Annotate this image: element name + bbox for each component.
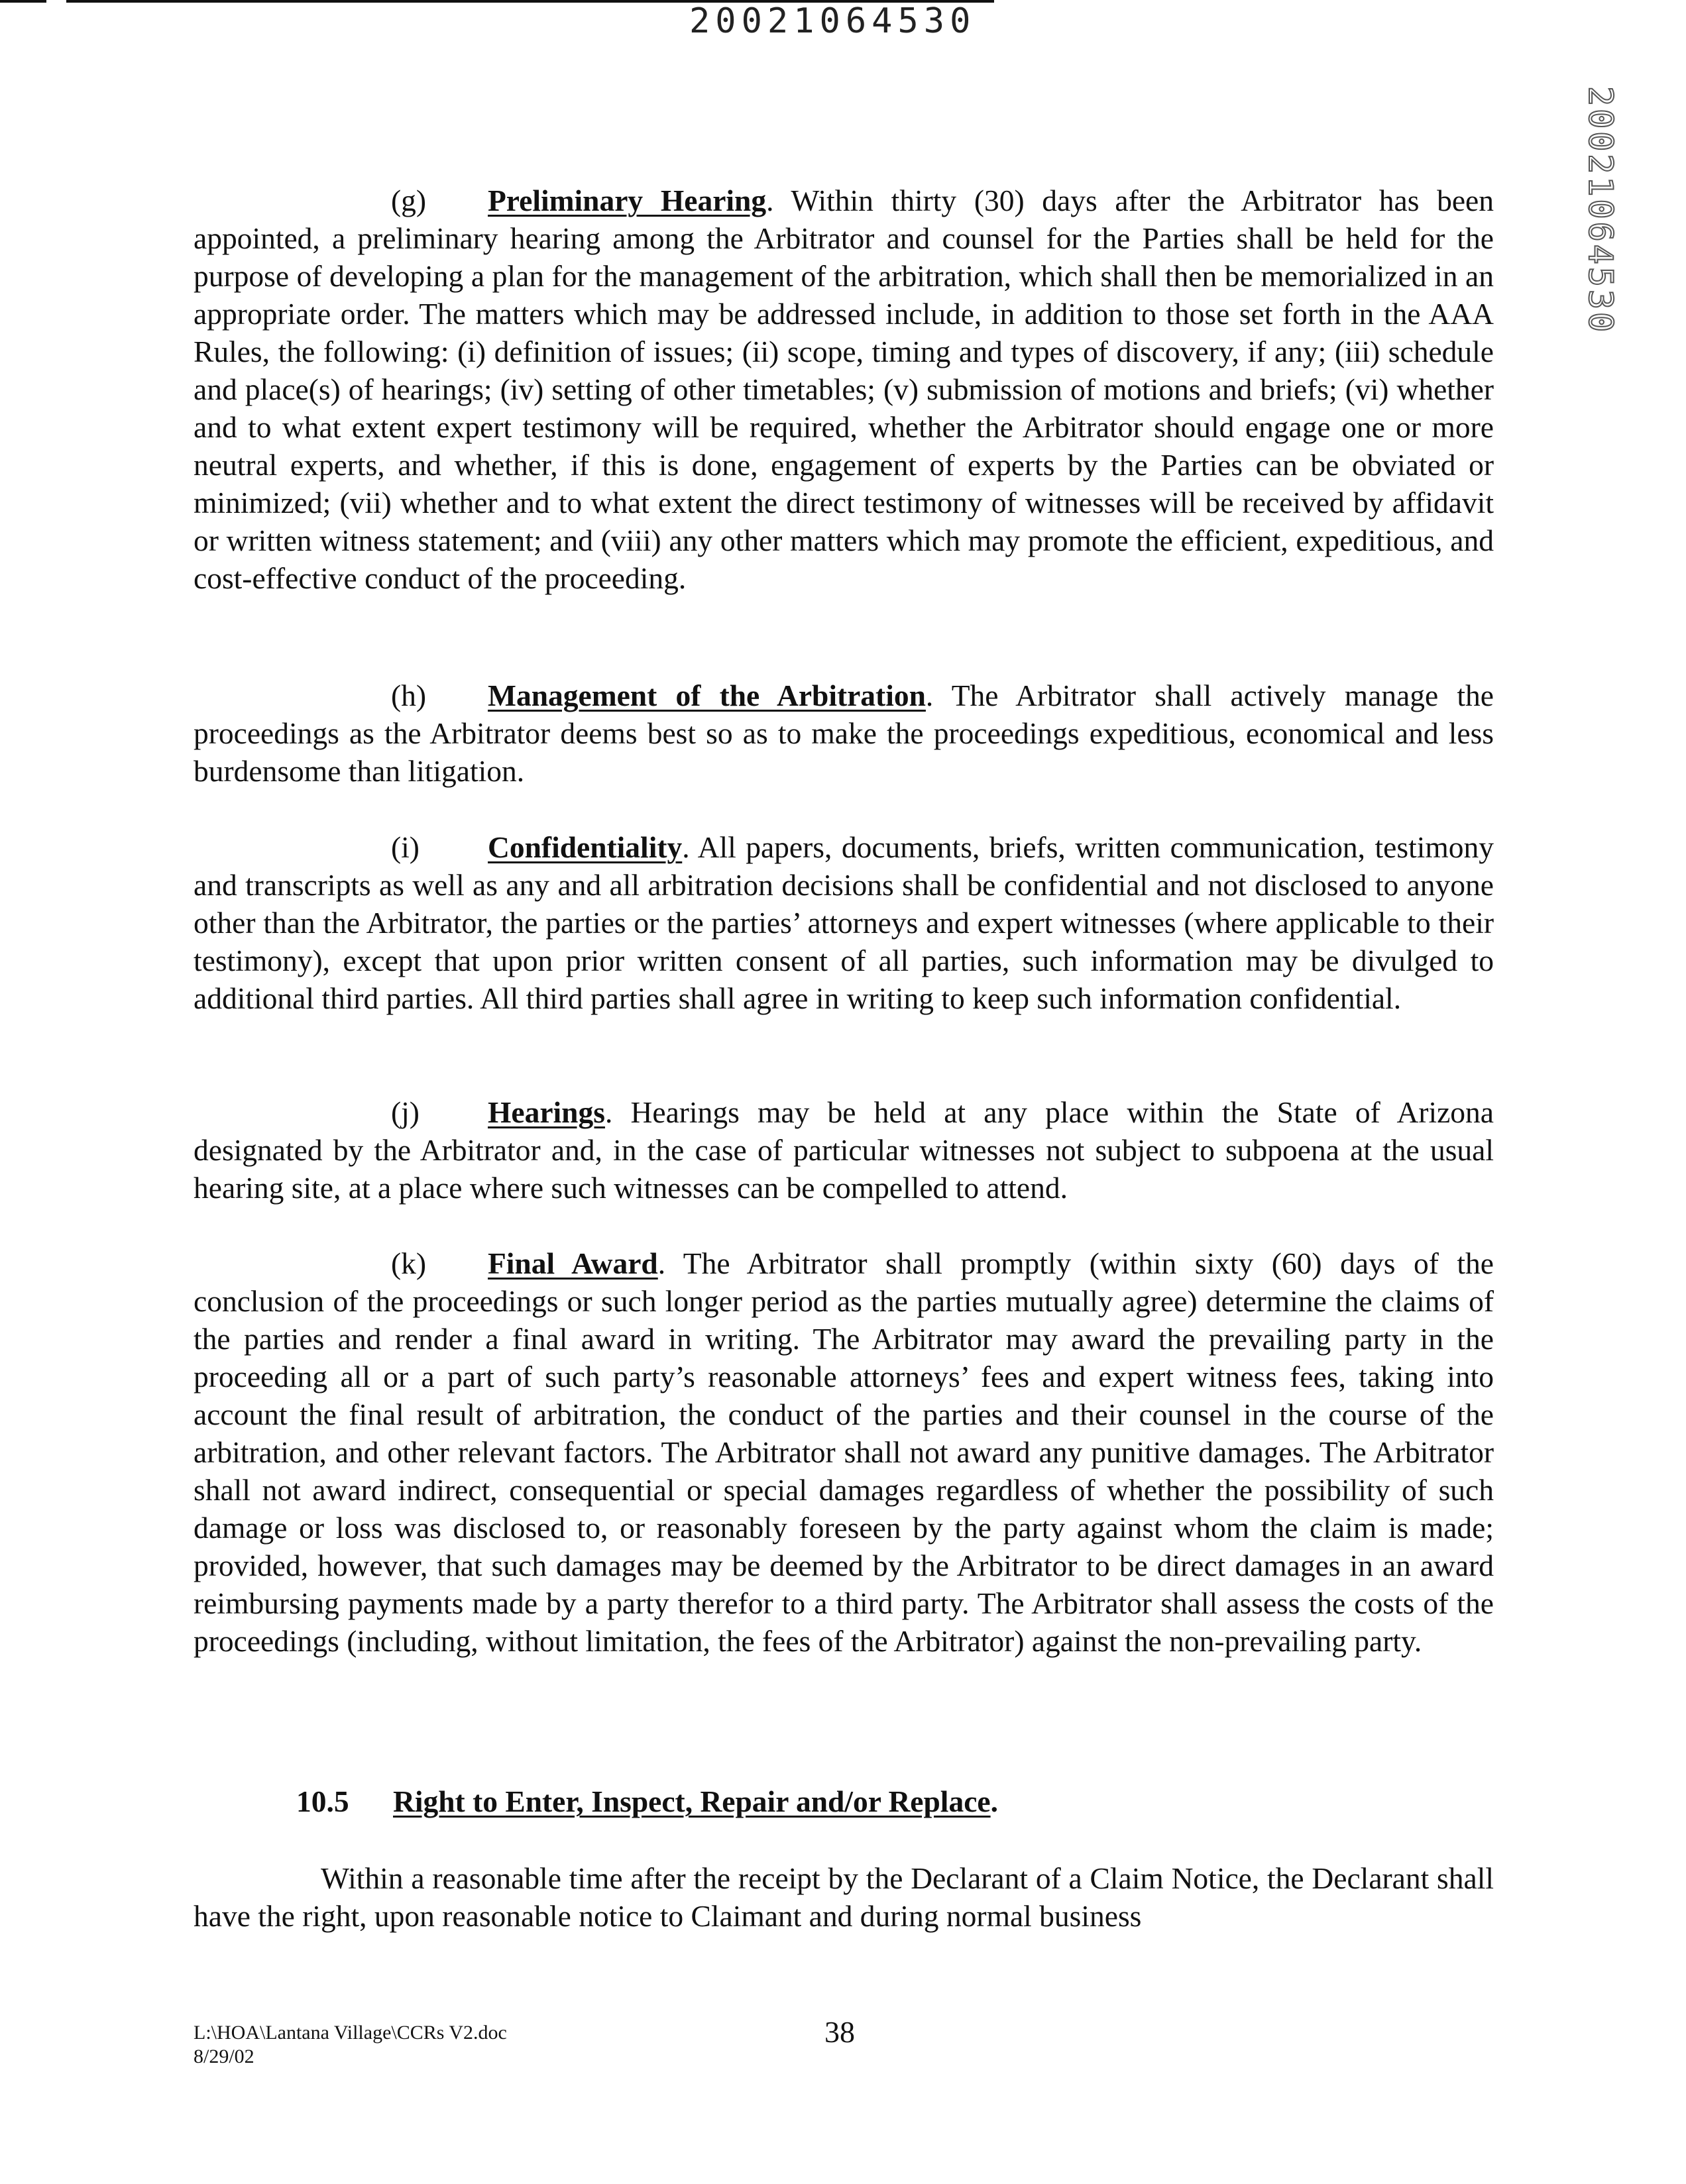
- paragraph-k: [194, 1244, 1494, 1660]
- page-number: 38: [824, 2015, 855, 2049]
- paragraph-heading: Hearings: [488, 1095, 605, 1129]
- side-stamp: [1581, 86, 1622, 335]
- footer-file-path: L:\HOA\Lantana Village\CCRs V2.doc: [194, 2022, 507, 2044]
- paragraph-marker: (h): [391, 679, 427, 712]
- paragraph-heading: Management of the Arbitration: [488, 679, 926, 712]
- paragraph-j: [194, 1093, 1494, 1207]
- footer-date: 8/29/02: [194, 2046, 254, 2067]
- section-title-end: .: [990, 1784, 998, 1818]
- paragraph-marker: (g): [391, 184, 427, 217]
- paragraph-text: . The Arbitrator shall promptly (within sixty (60) days of the conclusion of the proceedings or such longer period as the parties mutually agree) determine the claims of the parties and render a final award in writing. The Arbitrator may award the prevailing party in the proceeding all or a part of such party’s reasonable attorneys’ fees and expert witness fees, taking into account the final result of arbitration, the conduct of the parties and their counsel in the course of the arbitration, and other relevant factors. The Arbitrator shall not award any punitive damages. The Arbitrator shall not award indirect, consequential or special damages regardless of whether the possibility of such damage or loss was disclosed to, or reasonably foreseen by the party against whom the claim is made; provided, however, that such damages may be deemed by the Arbitrator to be direct damages in an award reimbursing payments made by a party therefor to a third party. The Arbitrator shall assess the costs of the proceedings (including, without limitation, the fees of the Arbitrator) against the non-prevailing party.: [194, 1246, 1494, 1658]
- paragraph-heading: Final Award: [488, 1246, 658, 1280]
- paragraph-heading: Confidentiality: [488, 830, 683, 864]
- section-number: 10.5: [296, 1784, 349, 1818]
- paragraph-text: . All papers, documents, briefs, written communication, testimony and transcripts as well as any and all arbitration decisions shall be confidential and not disclosed to anyone other than the Arbitrator, the parties or the parties’ attorneys and expert witnesses (where applicable to their testimony), except that upon prior written consent of all parties, such information may be divulged to additional third parties. All third parties shall agree in writing to keep such information confidential.: [194, 830, 1494, 1015]
- section-title: Right to Enter, Inspect, Repair and/or Replace: [393, 1784, 991, 1818]
- footer-file-info: [194, 2021, 507, 2069]
- paragraph-text: . Within thirty (30) days after the Arbitrator has been appointed, a preliminary hearing among the Arbitrator and counsel for the Parties shall be held for the purpose of developing a plan for the management of the arbitration, which shall then be memorialized in an appropriate order. The matters which may be addressed include, in addition to those set forth in the AAA Rules, the following: (i) definition of issues; (ii) scope, timing and types of discovery, if any; (iii) schedule and place(s) of hearings; (iv) setting of other timetables; (v) submission of motions and briefs; (vi) whether and to what extent expert testimony will be required, whether the Arbitrator should engage one or more neutral experts, and whether, if this is done, engagement of experts by the Parties can be obviated or minimized; (vii) whether and to what extent the direct testimony of witnesses will be received by affidavit or written witness statement; and (viii) any other matters which may promote the efficient, expeditious, and cost-effective conduct of the proceeding.: [194, 184, 1494, 595]
- paragraph-text: . Hearings may be held at any place within the State of Arizona designated by the Arbitrator and, in the case of particular witnesses not subject to subpoena at the usual hearing site, at a place where such witnesses can be compelled to attend.: [194, 1095, 1494, 1205]
- section-text: Within a reasonable time after the receipt by the Declarant of a Claim Notice, the Declarant shall have the right, upon reasonable notice to Claimant and during normal business: [194, 1861, 1494, 1933]
- paragraph-marker: (j): [391, 1095, 420, 1129]
- top-rule-left: [0, 0, 46, 3]
- section-paragraph: [194, 1859, 1494, 1935]
- paragraph-heading: Preliminary Hearing: [488, 184, 767, 217]
- side-stamp-text: 20021064530: [1581, 86, 1620, 335]
- paragraph-text: . The Arbitrator shall actively manage the proceedings as the Arbitrator deems best so as to make the proceedings expeditious, economical and less burdensome than litigation.: [194, 679, 1494, 788]
- paragraph-g: [194, 182, 1494, 597]
- paragraph-marker: (i): [391, 830, 420, 864]
- paragraph-marker: (k): [391, 1246, 427, 1280]
- section-heading: [296, 1784, 998, 1819]
- document-number: 20021064530: [689, 1, 976, 41]
- paragraph-h: [194, 677, 1494, 790]
- paragraph-i: [194, 828, 1494, 1017]
